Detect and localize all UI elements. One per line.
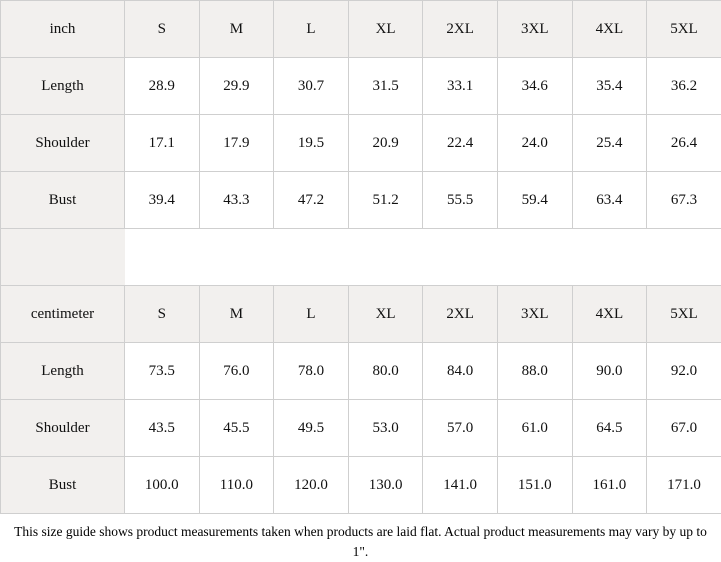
column-header-s-inch: S [125, 1, 200, 58]
cell-length-m-cm: 76.0 [199, 343, 274, 400]
row-label-shoulder-cm: Shoulder [1, 400, 125, 457]
cell-shoulder-s-cm: 43.5 [125, 400, 200, 457]
table-row [1, 400, 721, 457]
table-row [1, 58, 721, 115]
spacer-cell [1, 229, 125, 286]
cell-bust-l-inch: 47.2 [274, 172, 349, 229]
table-header-row-centimeter [1, 286, 721, 343]
cell-bust-5xl-inch: 67.3 [647, 172, 721, 229]
cell-bust-l-cm: 120.0 [274, 457, 349, 514]
cell-bust-4xl-inch: 63.4 [572, 172, 647, 229]
cell-bust-3xl-inch: 59.4 [497, 172, 572, 229]
cell-length-2xl-inch: 33.1 [423, 58, 498, 115]
cell-bust-5xl-cm: 171.0 [647, 457, 721, 514]
cell-length-s-cm: 73.5 [125, 343, 200, 400]
row-label-length-inch: Length [1, 58, 125, 115]
cell-shoulder-4xl-inch: 25.4 [572, 115, 647, 172]
column-header-4xl-inch: 4XL [572, 1, 647, 58]
cell-length-5xl-cm: 92.0 [647, 343, 721, 400]
cell-length-m-inch: 29.9 [199, 58, 274, 115]
column-header-3xl-inch: 3XL [497, 1, 572, 58]
cell-length-4xl-cm: 90.0 [572, 343, 647, 400]
column-header-xl-inch: XL [348, 1, 423, 58]
cell-shoulder-xl-inch: 20.9 [348, 115, 423, 172]
cell-shoulder-5xl-cm: 67.0 [647, 400, 721, 457]
cell-shoulder-l-inch: 19.5 [274, 115, 349, 172]
cell-bust-4xl-cm: 161.0 [572, 457, 647, 514]
cell-length-4xl-inch: 35.4 [572, 58, 647, 115]
unit-label-inch: inch [1, 1, 125, 58]
cell-shoulder-3xl-inch: 24.0 [497, 115, 572, 172]
column-header-3xl-cm: 3XL [497, 286, 572, 343]
cell-shoulder-4xl-cm: 64.5 [572, 400, 647, 457]
cell-shoulder-m-inch: 17.9 [199, 115, 274, 172]
cell-shoulder-5xl-inch: 26.4 [647, 115, 721, 172]
column-header-xl-cm: XL [348, 286, 423, 343]
cell-bust-s-inch: 39.4 [125, 172, 200, 229]
column-header-m-cm: M [199, 286, 274, 343]
table-row [1, 457, 721, 514]
row-label-length-cm: Length [1, 343, 125, 400]
cell-shoulder-l-cm: 49.5 [274, 400, 349, 457]
cell-bust-xl-inch: 51.2 [348, 172, 423, 229]
column-header-2xl-cm: 2XL [423, 286, 498, 343]
row-label-shoulder-inch: Shoulder [1, 115, 125, 172]
cell-length-s-inch: 28.9 [125, 58, 200, 115]
cell-bust-m-cm: 110.0 [199, 457, 274, 514]
column-header-4xl-cm: 4XL [572, 286, 647, 343]
cell-length-xl-inch: 31.5 [348, 58, 423, 115]
cell-length-l-inch: 30.7 [274, 58, 349, 115]
table-header-row-inch [1, 1, 721, 58]
column-header-s-cm: S [125, 286, 200, 343]
cell-shoulder-3xl-cm: 61.0 [497, 400, 572, 457]
cell-length-3xl-cm: 88.0 [497, 343, 572, 400]
column-header-5xl-cm: 5XL [647, 286, 721, 343]
column-header-l-cm: L [274, 286, 349, 343]
cell-bust-m-inch: 43.3 [199, 172, 274, 229]
table-spacer-row [1, 229, 721, 286]
column-header-l-inch: L [274, 1, 349, 58]
table-row [1, 343, 721, 400]
column-header-5xl-inch: 5XL [647, 1, 721, 58]
cell-length-2xl-cm: 84.0 [423, 343, 498, 400]
cell-bust-2xl-inch: 55.5 [423, 172, 498, 229]
row-label-bust-cm: Bust [1, 457, 125, 514]
cell-shoulder-2xl-cm: 57.0 [423, 400, 498, 457]
table-row [1, 115, 721, 172]
cell-shoulder-xl-cm: 53.0 [348, 400, 423, 457]
cell-bust-xl-cm: 130.0 [348, 457, 423, 514]
cell-length-l-cm: 78.0 [274, 343, 349, 400]
size-guide-footnote: This size guide shows product measurements taken when products are laid flat. Actual product measurements may vary by up to 1". [14, 524, 707, 559]
column-header-m-inch: M [199, 1, 274, 58]
spacer-cell [125, 229, 721, 286]
cell-bust-2xl-cm: 141.0 [423, 457, 498, 514]
table-row [1, 172, 721, 229]
cell-length-5xl-inch: 36.2 [647, 58, 721, 115]
unit-label-centimeter: centimeter [1, 286, 125, 343]
cell-shoulder-2xl-inch: 22.4 [423, 115, 498, 172]
column-header-2xl-inch: 2XL [423, 1, 498, 58]
cell-shoulder-s-inch: 17.1 [125, 115, 200, 172]
row-label-bust-inch: Bust [1, 172, 125, 229]
cell-length-3xl-inch: 34.6 [497, 58, 572, 115]
cell-length-xl-cm: 80.0 [348, 343, 423, 400]
cell-shoulder-m-cm: 45.5 [199, 400, 274, 457]
cell-bust-3xl-cm: 151.0 [497, 457, 572, 514]
cell-bust-s-cm: 100.0 [125, 457, 200, 514]
